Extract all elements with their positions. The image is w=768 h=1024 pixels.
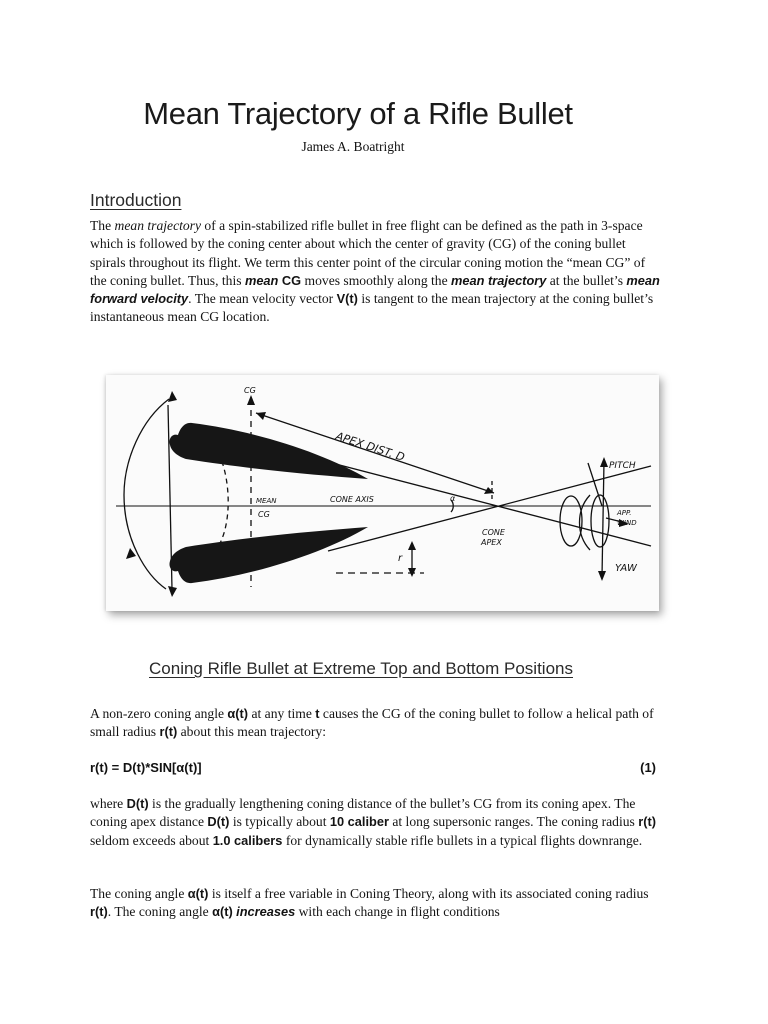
label-apex-dist: APEX DIST. D <box>334 429 407 465</box>
coning-arc-left <box>124 399 169 589</box>
label-pitch: PITCH <box>609 461 636 471</box>
coning-angle-paragraph: A non-zero coning angle α(t) at any time t causes the CG of the coning bullet to follow a helical path of small radius r(t) about this mean trajectory: <box>90 706 654 740</box>
label-yaw: YAW <box>615 563 637 574</box>
label-mean-cg: CG <box>258 510 270 519</box>
equation-number: (1) <box>640 760 656 775</box>
introduction-heading: Introduction <box>90 190 182 210</box>
label-apex: APEX <box>481 538 502 547</box>
figure-caption: Coning Rifle Bullet at Extreme Top and Bottom Positions <box>149 659 573 678</box>
bullet-bottom <box>169 527 368 583</box>
apex-circle-small <box>560 496 582 546</box>
label-mean: MEAN <box>256 497 277 505</box>
label-alpha: α <box>450 494 456 503</box>
equation-text: r(t) = D(t)*SIN[α(t)] <box>90 760 202 775</box>
page-title: Mean Trajectory of a Rifle Bullet <box>143 96 573 131</box>
label-cone: CONE <box>482 528 505 537</box>
label-r: r <box>398 553 403 564</box>
apex-distance-paragraph: where D(t) is the gradually lengthening coning distance of the bullet’s CG from its coning apex. The coning apex distance D(t) is typically about 10 caliber at long supersonic ranges. The coning radius r(t) seldom exceeds about 1.0 calibers for dynamically stable rifle bullets in a typical flights downrange. <box>90 796 656 848</box>
coning-bullet-figure <box>106 375 659 611</box>
label-cone-axis: CONE AXIS <box>330 495 374 504</box>
equation-1 <box>90 760 656 775</box>
apex-circle-large <box>591 495 609 547</box>
label-wind: WIND <box>617 519 637 527</box>
label-cg: CG <box>244 386 256 395</box>
label-app: APP. <box>617 509 632 517</box>
introduction-paragraph: The mean trajectory of a spin-stabilized rifle bullet in free flight can be defined as the path in 3-space which is followed by the coning center about which the center of gravity (CG) of the coning bullet spirals throughout its flight. We term this center point of the circular coning motion the “mean CG” of the coning bullet. Thus, this mean CG moves smoothly along the mean trajectory at the bullet’s mean forward velocity. The mean velocity vector V(t) is tangent to the mean trajectory at the coning bullet’s instantaneous mean CG location. <box>90 218 660 325</box>
free-variable-paragraph: The coning angle α(t) is itself a free variable in Coning Theory, along with its associated coning radius r(t). The coning angle α(t) increases with each change in flight conditions <box>90 886 649 920</box>
coning-bullet-diagram <box>106 375 659 611</box>
author-name: James A. Boatright <box>301 139 405 154</box>
